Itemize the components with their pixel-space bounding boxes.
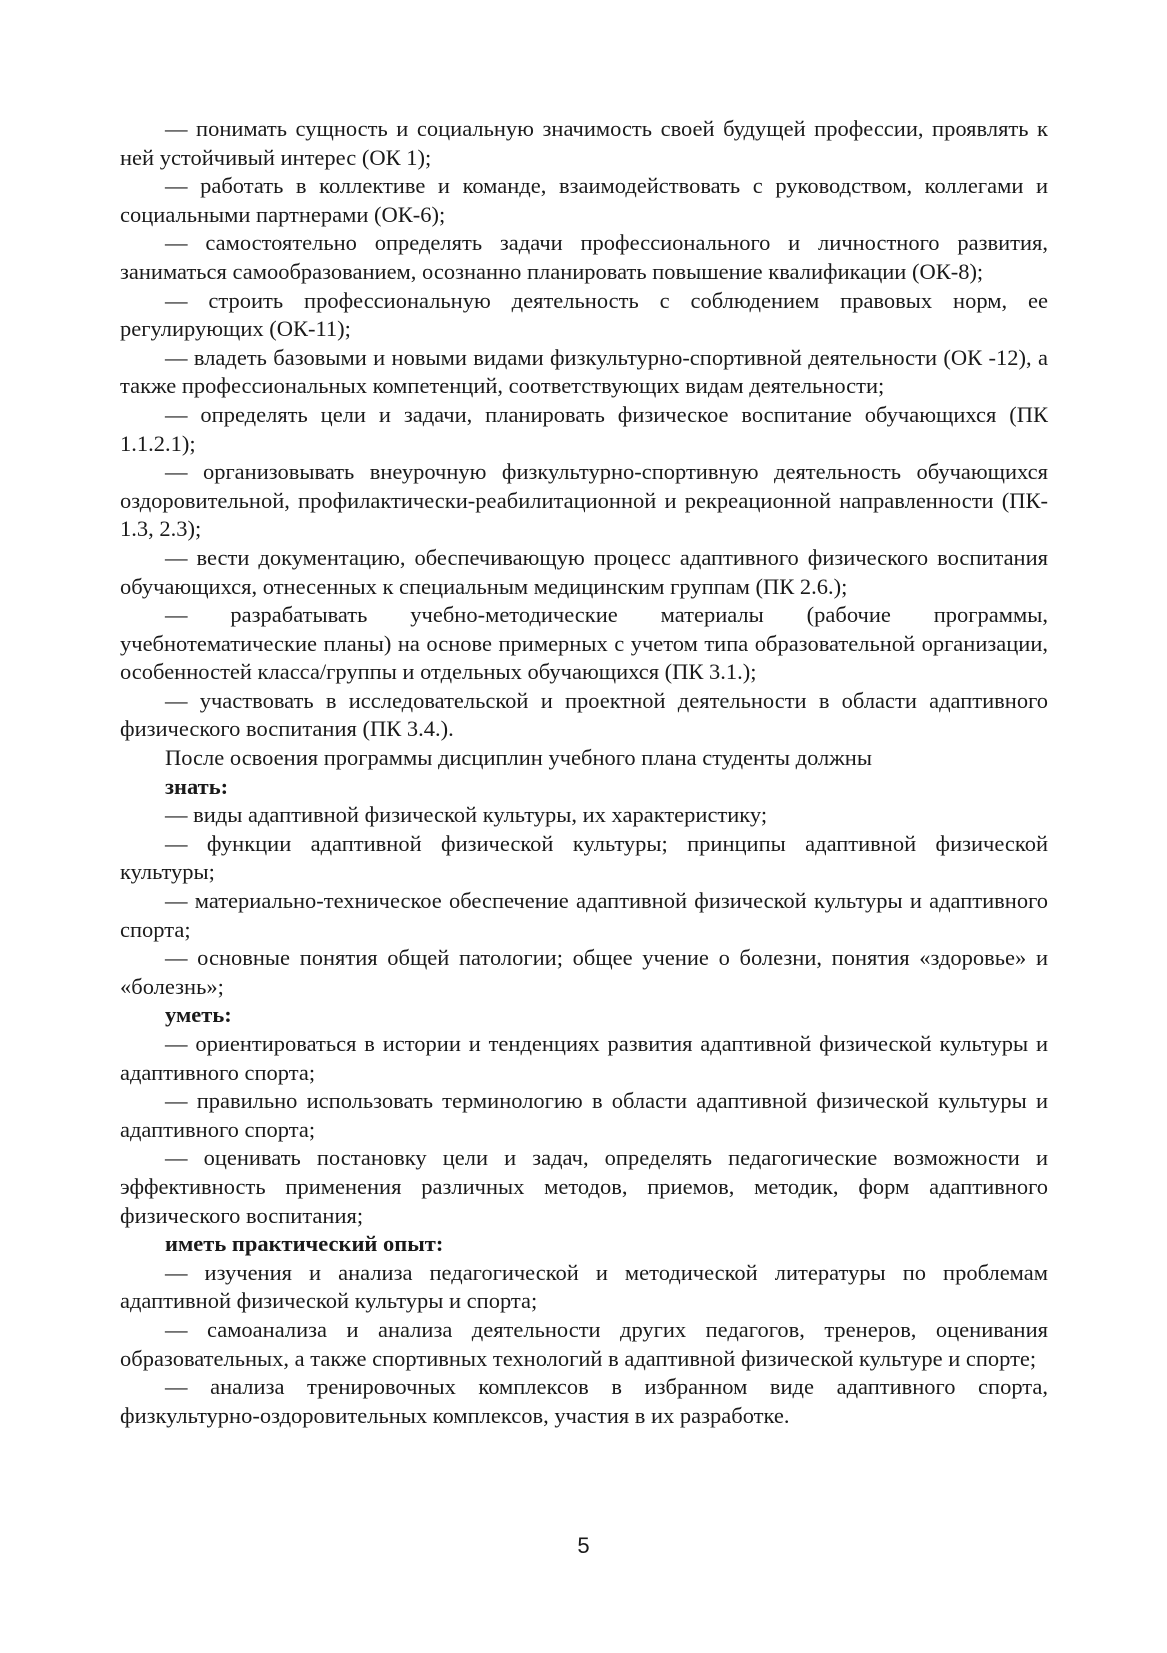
page-number: 5	[577, 1533, 590, 1558]
competency-item-pk34: — участвовать в исследовательской и проектной деятельности в области адаптивного физического воспитания (ПК 3.4.).	[120, 687, 1048, 742]
competency-item-pk26: — вести документацию, обеспечивающую процесс адаптивного физического воспитания обучающихся, отнесенных к специальным медицинским группам (ПК 2.6.);	[120, 544, 1048, 599]
know-item: — материально-техническое обеспечение адаптивной физической культуры и адаптивного спорта;	[120, 888, 1048, 942]
experience-item: — самоанализа и анализа деятельности других педагогов, тренеров, оценивания образовательных, а также спортивных технологий в адаптивной физической культуре и спорте;	[120, 1316, 1048, 1371]
section-heading-experience: иметь практический опыт:	[165, 1231, 444, 1257]
competency-item-ok11: — строить профессиональную деятельность с соблюдением правовых норм, ее регулирующих (ОК-11);	[120, 287, 1048, 342]
experience-item: — изучения и анализа педагогической и методической литературы по проблемам адаптивной физической культуры и спорта;	[120, 1259, 1048, 1314]
know-item: — виды адаптивной физической культуры, их характеристику;	[165, 802, 768, 828]
competency-item-pk13: — организовывать внеурочную физкультурно-спортивную деятельность обучающихся оздоровительной, профилактически-реабилитационной и рекреационной направленности (ПК- 1.3, 2.3);	[120, 459, 1048, 542]
competency-item-pk31: — разрабатывать учебно-методические материалы (рабочие программы, учебнотематические планы) на основе примерных с учетом типа образовательной организации, особенностей класса/группы и отдельных обучающихся (ПК 3.1.);	[120, 602, 1048, 685]
intro-paragraph: После освоения программы дисциплин учебного плана студенты должны	[165, 745, 872, 771]
competency-item-ok6: — работать в коллективе и команде, взаимодействовать с руководством, коллегами и социальными партнерами (ОК-6);	[120, 173, 1048, 227]
section-heading-be-able: уметь:	[165, 1002, 232, 1028]
know-item: — основные понятия общей патологии; общее учение о болезни, понятия «здоровье» и «болезнь»;	[120, 945, 1048, 999]
know-item: — функции адаптивной физической культуры; принципы адаптивной физической культуры;	[120, 830, 1048, 885]
skill-item: — правильно использовать терминологию в области адаптивной физической культуры и адаптивного спорта;	[120, 1088, 1048, 1142]
competency-item-pk1: — определять цели и задачи, планировать физическое воспитание обучающихся (ПК 1.1.2.1);	[120, 401, 1048, 456]
experience-item: — анализа тренировочных комплексов в избранном виде адаптивного спорта, физкультурно-оздоровительных комплексов, участия в их разработке.	[120, 1374, 1048, 1428]
section-heading-know: знать:	[165, 773, 229, 799]
competency-item-ok1: — понимать сущность и социальную значимость своей будущей профессии, проявлять к ней устойчивый интерес (ОК 1);	[120, 116, 1048, 170]
competency-item-ok12: — владеть базовыми и новыми видами физкультурно-спортивной деятельности (ОК -12), а также профессиональных компетенций, соответствующих видам деятельности;	[120, 344, 1048, 399]
skill-item: — ориентироваться в истории и тенденциях развития адаптивной физической культуры и адаптивного спорта;	[120, 1031, 1048, 1085]
body-text	[120, 115, 1048, 1430]
skill-item: — оценивать постановку цели и задач, определять педагогические возможности и эффективность применения различных методов, приемов, методик, форм адаптивного физического воспитания;	[120, 1145, 1048, 1228]
competency-item-ok8: — самостоятельно определять задачи профессионального и личностного развития, заниматься самообразованием, осознанно планировать повышение квалификации (ОК-8);	[120, 230, 1048, 284]
